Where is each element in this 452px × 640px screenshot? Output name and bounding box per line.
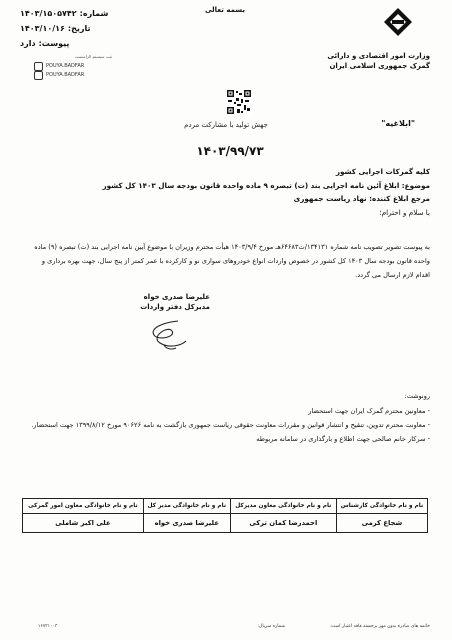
signer-title: مدیرکل دفتر واردات: [140, 303, 210, 311]
table-cell: شجاع کرمی: [336, 514, 427, 533]
social-watermark: [34, 62, 106, 80]
greeting: با سلام و احترام؛: [379, 207, 430, 217]
table-header-row: [23, 499, 428, 514]
copies-label: رونوشت:: [404, 392, 430, 400]
recipient: کلیه گمرکات اجرایی کشور: [335, 167, 430, 176]
table-header: نام و نام خانوادگی کارشناس: [336, 499, 427, 514]
signer-name: علیرضا صدری خواه: [143, 293, 210, 301]
letter-heading: [30, 165, 430, 219]
system-note: ثبت سیستم الزامیست: [74, 54, 112, 59]
copy-item: - معاونین محترم گمرک ایران جهت استحضار: [308, 407, 430, 415]
table-cell: احمدرضا کمان ترکی: [230, 514, 336, 533]
customs-logo-icon: [352, 6, 432, 50]
instagram-icon: [34, 62, 43, 71]
table-header: نام و نام خانوادگی مدیر کل: [143, 499, 230, 514]
approval-table: [22, 498, 428, 533]
number-row: [20, 6, 130, 21]
ministry-name: وزارت امور اقتصادی و دارائی: [327, 52, 430, 60]
serial-label: شماره سریال:: [257, 624, 285, 629]
table-cell: علی اکبر شاملی: [23, 514, 144, 533]
letter-meta: [20, 6, 130, 51]
number-label: شماره:: [79, 9, 109, 18]
document-number: ۱۴۰۳/۹۹/۷۳: [196, 144, 264, 158]
copy-item: - معاونت محترم تدوین، تنقیح و انتشار قوانین و مقررات معاونت حقوقی ریاست جمهوری بازگشت به نامه ۹۰۶۲۶ مورخ ۱۳۹۹/۸/۱۲ جهت استحضار.: [31, 421, 430, 429]
table-header: نام و نام خانوادگی معاون مدیرکل: [230, 499, 336, 514]
subject: موضوع: ابلاغ آئین نامه اجرایی بند (ت) تبصره ۹ ماده واحده قانون بودجه سال ۱۴۰۳ کل کشور: [102, 180, 430, 190]
date-row: [20, 21, 130, 36]
attachment-value: دارد: [20, 39, 36, 48]
slogan: جهش تولید با مشارکت مردم: [184, 121, 268, 129]
telegram-icon: [34, 71, 43, 80]
social-handle: POUYA.BADFAR: [46, 72, 85, 78]
bismillah: بسمه تعالی: [204, 6, 246, 14]
table-header: نام و نام خانوادگی معاون امور گمرکی: [23, 499, 144, 514]
letter-body: به پیوست تصویر تصویب نامه شماره ۱۳۴۱۳۱/ت۶۴۶۸۳هـ مورخ ۱۴۰۳/۹/۴ هیأت محترم وزیران با موضوع آیین نامه اجرایی بند (ت) تبصره (۹) ماده واحده قانون بودجه سال ۱۴۰۳ کل کشور در خصوص واردات انواع خودروهای سواری نو و کارکرده با عمر کمتر از پنج سال، جهت بهره برداری و اقدام لازم ارسال می گردد.: [34, 243, 430, 279]
qr-code-icon: [226, 89, 252, 115]
serial-number: ۱۶۷۳۱۰۰۳: [38, 624, 58, 629]
attachment-row: [20, 36, 130, 51]
ablaghieh-label: "ابلاغیه": [381, 119, 415, 128]
copies-list: [22, 404, 430, 446]
copy-item: - سرکار خانم صالحی جهت اطلاع و بارگذاری در سامانه مربوطه: [256, 435, 430, 443]
date-label: تاریخ:: [67, 24, 91, 33]
footer-note: خاتمه های صادره بدون مهر برجسته فاقد اعتبار است.: [329, 624, 430, 629]
social-handle: POUYA.BADFAR: [46, 63, 85, 69]
number-value: ۱۴۰۳/۱۵۰۵۷۴۲: [20, 9, 77, 18]
reference: مرجع ابلاغ کننده: نهاد ریاست جمهوری: [293, 194, 430, 203]
date-value: ۱۴۰۳/۱۰/۱۶: [20, 24, 65, 33]
attachment-label: پیوست:: [38, 39, 70, 48]
table-cell: علیرضا صدری خواه: [143, 514, 230, 533]
table-row: [23, 514, 428, 533]
signature-block: [120, 292, 210, 312]
handwritten-signature-icon: [120, 315, 200, 355]
customs-name: گمرک جمهوری اسلامی ایران: [329, 62, 430, 70]
ministry-block: [290, 51, 430, 71]
